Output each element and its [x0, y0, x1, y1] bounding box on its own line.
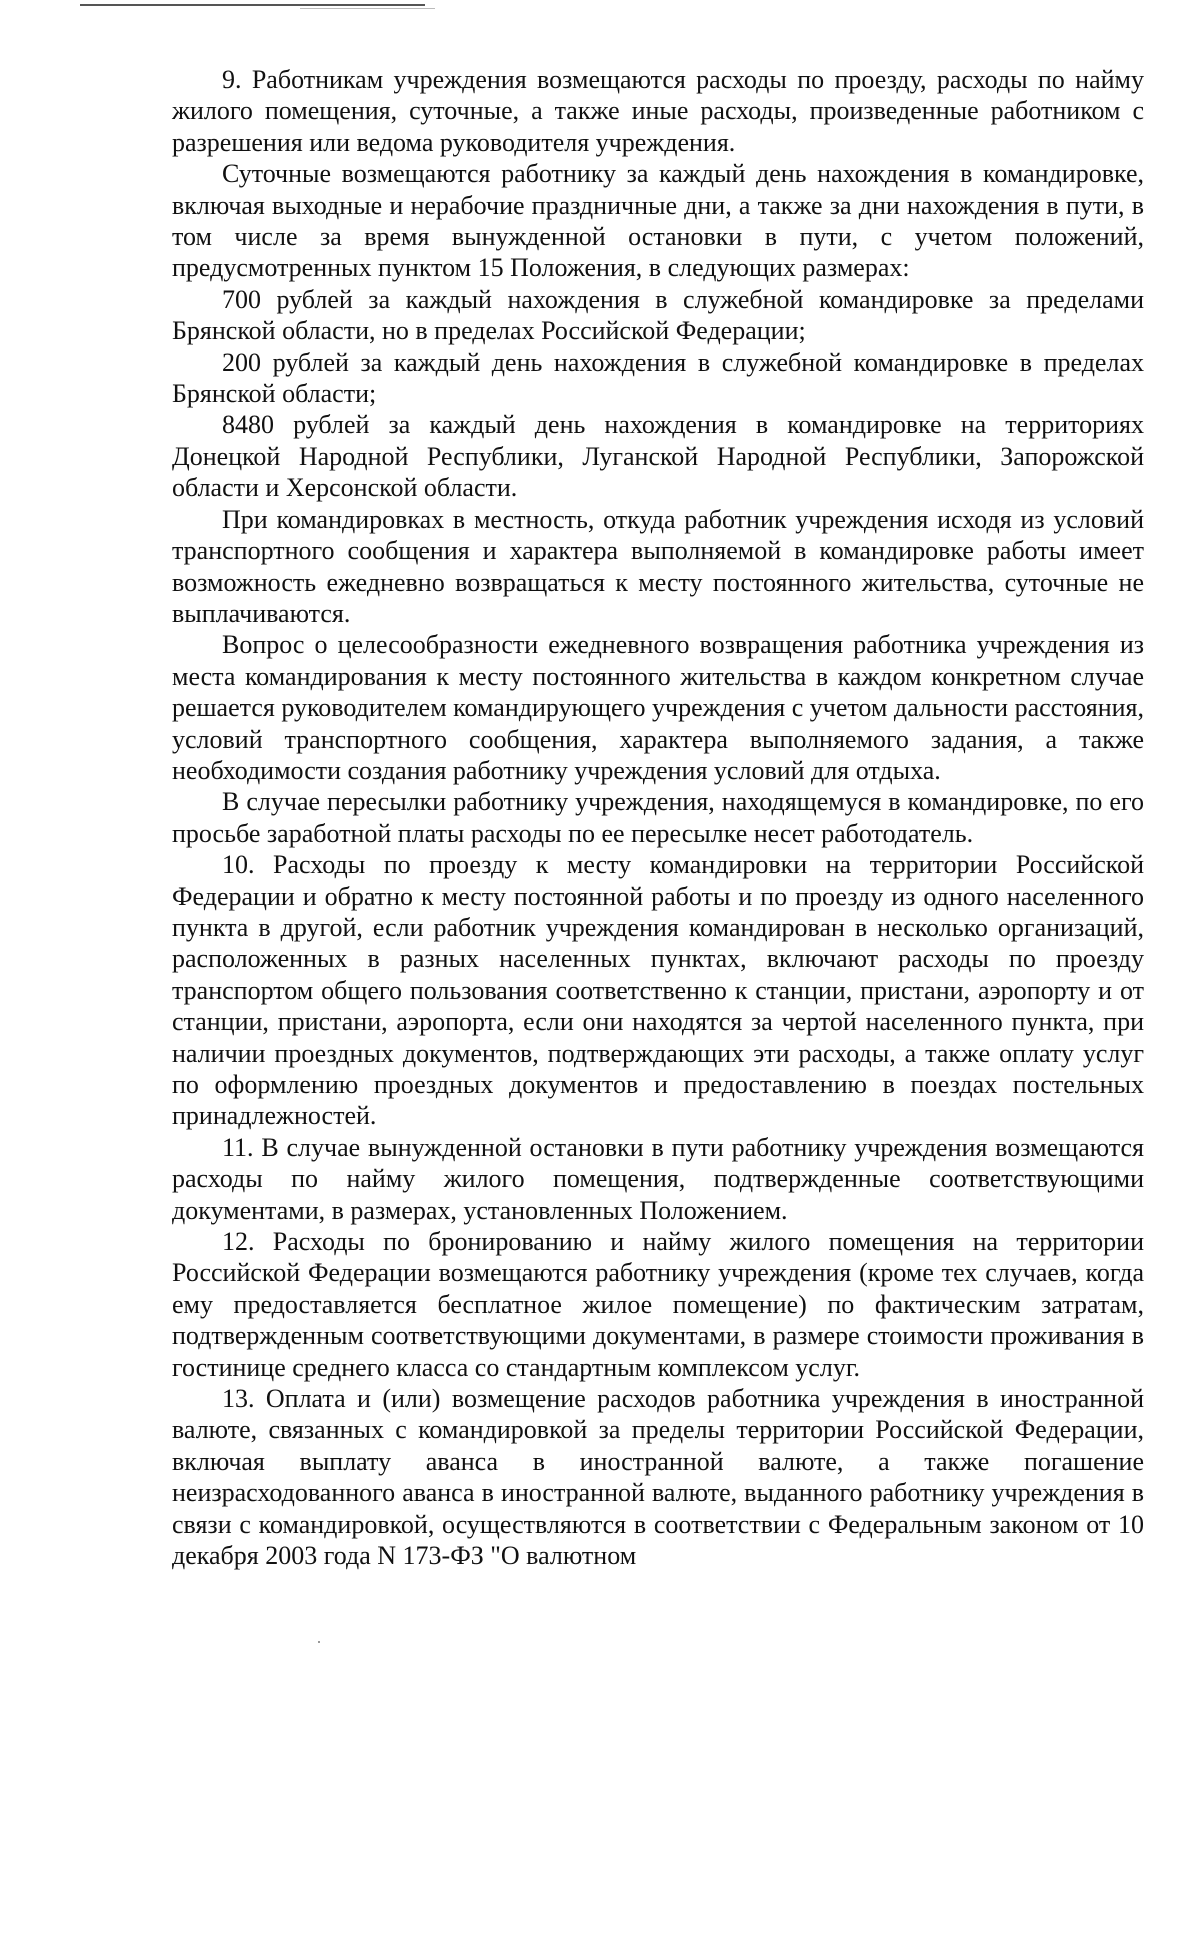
- top-scan-rule: [80, 4, 425, 6]
- paragraph-salary-transfer: В случае пересылки работнику учреждения, находящемуся в командировке, по его просьбе заработной платы расходы по ее пересылке несет работодатель.: [172, 787, 1144, 848]
- paragraph-10-travel: 10. Расходы по проезду к месту командировки на территории Российской Федерации и обратно к месту постоянной работы и по проезду из одного населенного пункта в другой, если работник учреждения командирован в несколько организаций, расположенных в разных населенных пунктах, включают расходы по проезду транспортом общего пользования соответственно к станции, пристани, аэропорту и от станции, пристани, аэропорта, если они находятся за чертой населенного пункта, при наличии проездных документов, подтверждающих эти расходы, а также оплату услуг по оформлению проездных документов и предоставлению в поездах постельных принадлежностей.: [172, 850, 1144, 1131]
- paragraph-11-forced-stop: 11. В случае вынужденной остановки в пути работнику учреждения возмещаются расходы по найму жилого помещения, подтвержденные соответствующими документами, в размерах, установленных Положением.: [172, 1132, 1144, 1225]
- paragraph-daily-return: При командировках в местность, откуда работник учреждения исходя из условий транспортного сообщения и характера выполняемой в командировке работы имеет возможность ежедневно возвращаться к месту постоянного жительства, суточные не выплачиваются.: [172, 504, 1144, 628]
- paragraph-rate-8480: 8480 рублей за каждый день нахождения в командировке на территориях Донецкой Народной Республики, Луганской Народной Республики, Запорожской области и Херсонской области.: [172, 410, 1144, 503]
- paragraph-9-expenses: 9. Работникам учреждения возмещаются расходы по проезду, расходы по найму жилого помещения, суточные, а также иные расходы, произведенные работником с разрешения или ведома руководителя учреждения.: [172, 65, 1144, 157]
- document-body: [172, 64, 1144, 1572]
- paragraph-per-diem: Суточные возмещаются работнику за каждый день нахождения в командировке, включая выходные и нерабочие праздничные дни, а также за дни нахождения в пути, в том числе за время вынужденной остановки в пути, с учетом положений, предусмотренных пунктом 15 Положения, в следующих размерах:: [172, 159, 1144, 283]
- paragraph-rate-700: 700 рублей за каждый нахождения в служебной командировке за пределами Брянской области, но в пределах Российской Федерации;: [172, 284, 1144, 346]
- scan-speck: [318, 1641, 320, 1643]
- paragraph-13-foreign-currency: 13. Оплата и (или) возмещение расходов работника учреждения в иностранной валюте, связанных с командировкой за пределы территории Российской Федерации, включая выплату аванса в иностранной валюте, а также погашение неизрасходованного аванса в иностранной валюте, выданного работнику учреждения в связи с командировкой, осуществляются в соответствии с Федеральным законом от 10 декабря 2003 года N 173-ФЗ "О валютном: [172, 1384, 1144, 1571]
- paragraph-return-decision: Вопрос о целесообразности ежедневного возвращения работника учреждения из места командирования к месту постоянного жительства в каждом конкретном случае решается руководителем командирующего учреждения с учетом дальности расстояния, условий транспортного сообщения, характера выполняемого задания, а также необходимости создания работнику учреждения условий для отдыха.: [172, 630, 1144, 785]
- paragraph-12-housing: 12. Расходы по бронированию и найму жилого помещения на территории Российской Федерации возмещаются работнику учреждения (кроме тех случаев, когда ему предоставляется бесплатное жилое помещение) по фактическим затратам, подтвержденным соответствующими документами, в размере стоимости проживания в гостинице среднего класса со стандартным комплексом услуг.: [172, 1227, 1144, 1382]
- top-scan-rule-faint: [300, 8, 435, 9]
- paragraph-rate-200: 200 рублей за каждый день нахождения в служебной командировке в пределах Брянской области;: [172, 347, 1144, 409]
